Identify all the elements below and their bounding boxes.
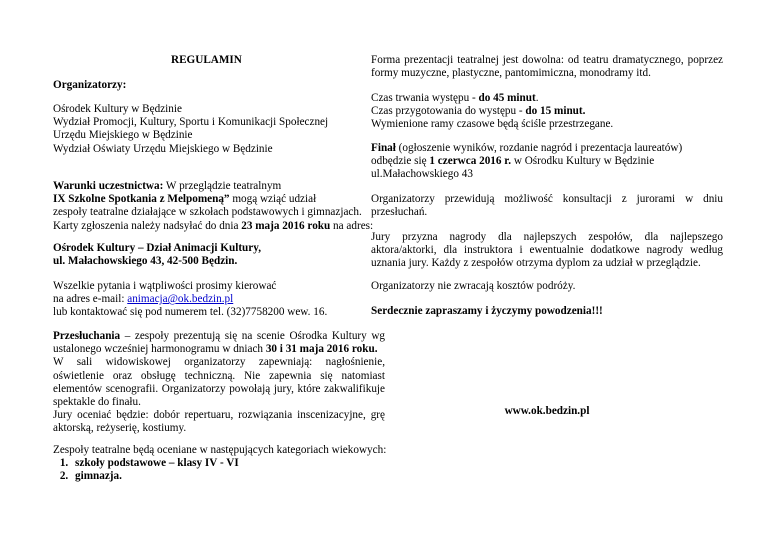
prizes-info: Jury przyzna nagrody dla najlepszych zespołów, dla najlepszego aktora/aktorki, dla instruktora i ewentualnie dodatkowe nagrody według uznania jury. Każdy z zespołów otrzyma dyplom za udział w przeglądzie.	[371, 231, 723, 270]
final-date: 1 czerwca 2016 r.	[429, 155, 512, 168]
participation-conditions: Warunki uczestnictwa: W przeglądzie teatralnym IX Szkolne Spotkania z Melpomeną” mogą wziąć udział zespoły teatralne działające w szkołach podstawowych i gimnazjach. Karty zgłoszenia należy nadsyłać do dnia 23 maja 2016 roku na adres:	[53, 180, 374, 232]
travel-costs-note: Organizatorzy nie zwracają kosztów podróży.	[371, 280, 576, 292]
contact-info: Wszelkie pytania i wątpliwości prosimy kierować na adres e-mail: animacja@ok.bedzin.pl lub kontaktować się pod numerem tel. (32)7758200 wew. 16.	[53, 280, 328, 319]
organizer-item: Urzędu Miejskiego w Będzinie	[53, 129, 193, 142]
final-label: Finał	[371, 142, 396, 154]
age-categories: Zespoły teatralne będą oceniane w następujących kategoriach wiekowych: 1. szkoły podstawowe – klasy IV - VI 2. gimnazja.	[53, 444, 385, 484]
category-item: 1. szkoły podstawowe – klasy IV - VI	[71, 457, 385, 470]
organizer-item: Wydział Oświaty Urzędu Miejskiego w Będzinie	[53, 142, 273, 155]
auditions-section: Przesłuchania – zespoły prezentują się na scenie Ośrodka Kultury wg ustalonego wcześniej harmonogramu w dniach 30 i 31 maja 2016 roku. W sali widowiskowej organizatorzy zapewniają: nagłośnienie, oświetlenie oraz obsługę techniczną. Nie zapewnia się natomiast elementów scenografii. Organizatorzy powołają jury, które zakwalifikuje spektakle do finału. Jury oceniać będzie: dobór repertuaru, rozwiązania inscenizacyjne, grę aktorską, reżyserię, kostiumy.	[53, 330, 385, 435]
event-name: IX Szkolne Spotkania z Melpomeną”	[53, 193, 230, 206]
category-item: 2. gimnazja.	[71, 470, 385, 483]
performance-time: do 45 minut	[478, 92, 536, 104]
page-title: REGULAMIN	[171, 54, 242, 66]
conditions-label: Warunki uczestnictwa:	[53, 180, 164, 192]
deadline-date: 23 maja 2016 roku	[241, 219, 331, 232]
preparation-time: do 15 minut.	[525, 105, 586, 118]
website-url: www.ok.bedzin.pl	[504, 405, 590, 417]
organizer-item: Wydział Promocji, Kultury, Sportu i Komunikacji Społecznej	[53, 116, 329, 129]
email-link[interactable]: animacja@ok.bedzin.pl	[127, 293, 234, 306]
organizer-item: Ośrodek Kultury w Będzinie	[53, 103, 182, 115]
auditions-label: Przesłuchania	[53, 330, 121, 342]
invitation-text: Serdecznie zapraszamy i życzymy powodzenia!!!	[371, 305, 603, 317]
postal-address: Ośrodek Kultury – Dział Animacji Kultury, ul. Małachowskiego 43, 42-500 Będzin.	[53, 242, 262, 268]
time-limits: Czas trwania występu - do 45 minut. Czas przygotowania do występu - do 15 minut. Wymienione ramy czasowe będą ściśle przestrzegane.	[371, 92, 614, 131]
audition-dates: 30 i 31 maja 2016 roku.	[265, 343, 378, 356]
organizers-list	[53, 103, 385, 156]
consultation-info: Organizatorzy przewidują możliwość konsultacji z jurorami w dniu przesłuchań.	[371, 193, 723, 219]
presentation-form: Forma prezentacji teatralnej jest dowolna: od teatru dramatycznego, poprzez formy muzyczne, plastyczne, pantomimiczna, monodramy itd.	[371, 54, 723, 80]
organizers-heading: Organizatorzy:	[53, 79, 127, 91]
final-info: Finał (ogłoszenie wyników, rozdanie nagród i prezentacja laureatów) odbędzie się 1 czerwca 2016 r. w Ośrodku Kultury w Będzinie ul.Małachowskiego 43	[371, 142, 683, 181]
